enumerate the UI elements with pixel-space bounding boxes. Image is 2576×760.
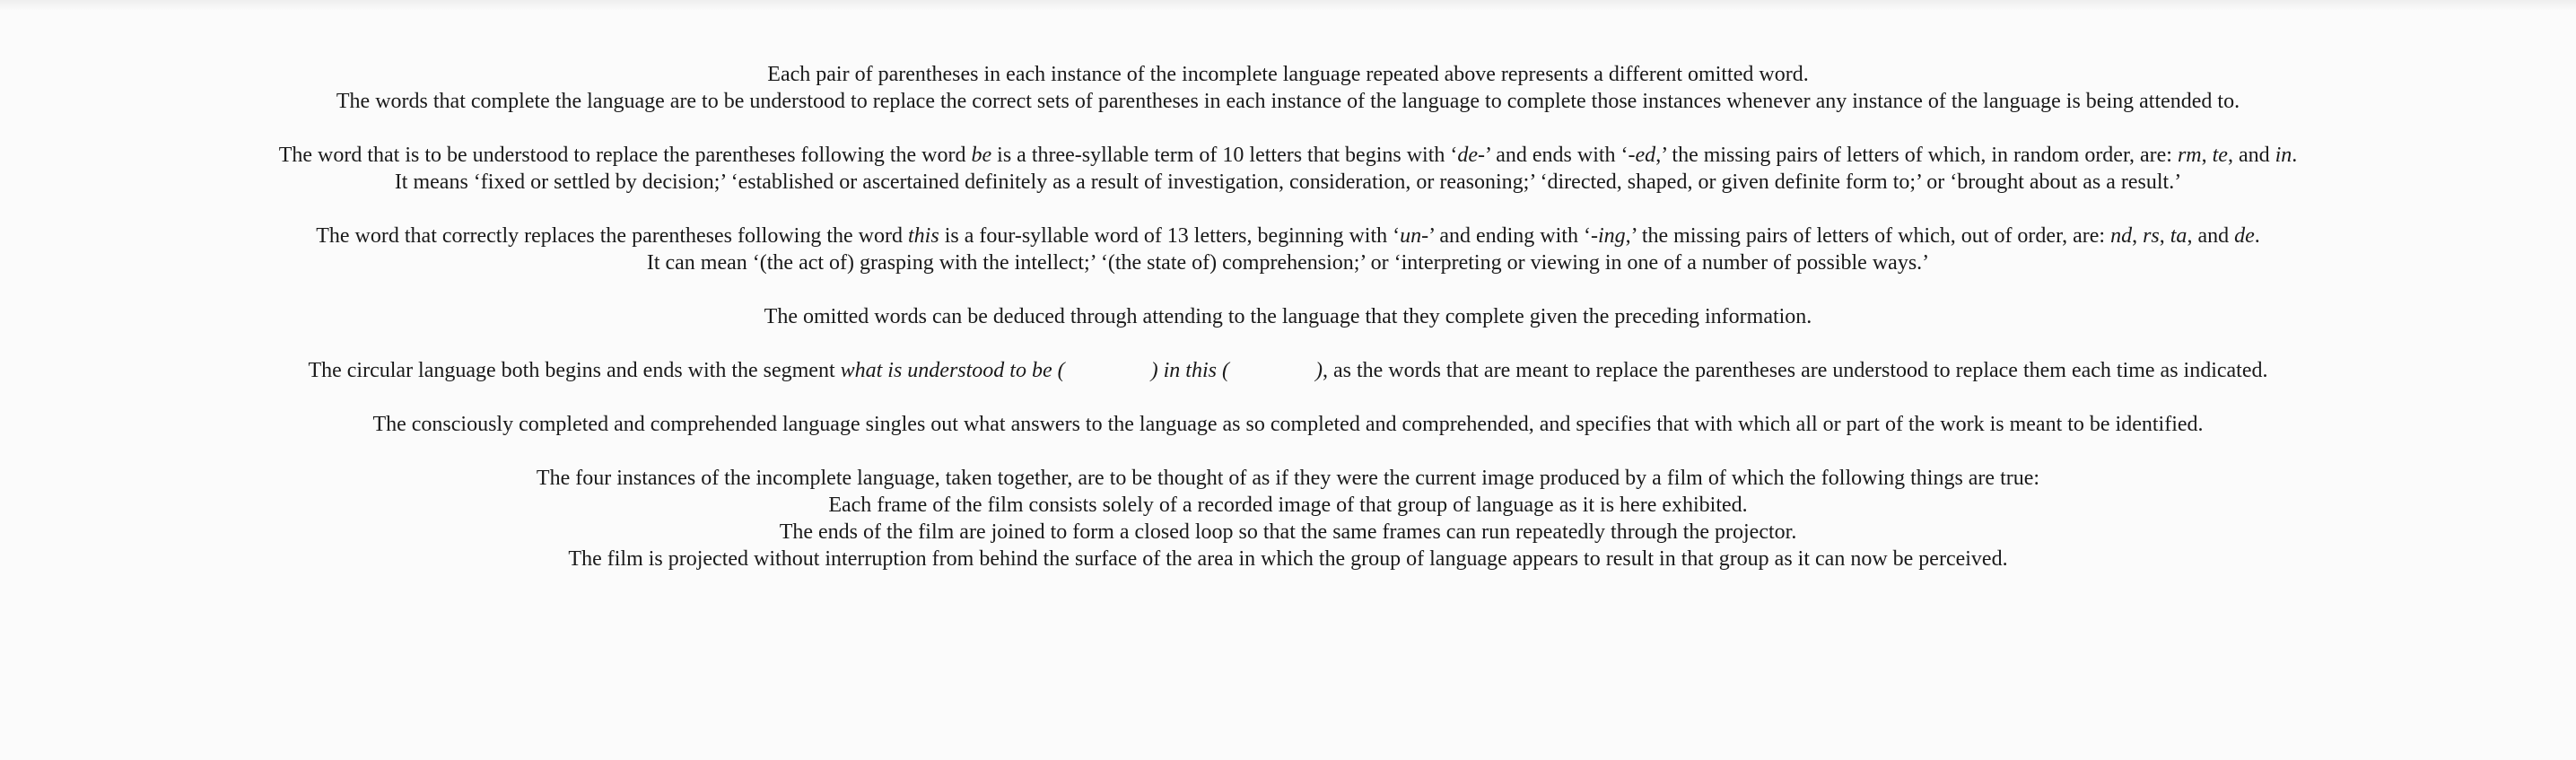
text-segment: ,’ the missing pairs of letters of which, out of order, are: [1625,224,2111,248]
text-line [36,142,2540,169]
text-line: The four instances of the incomplete language, taken together, are to be thought of as if they were the current image produced by a film of which the following things are true: [536,467,2040,490]
italic-term: de- [1457,144,1486,167]
instructions-text [36,61,2540,572]
italic-segment: what is understood to be ( [840,359,1065,382]
italic-term: rs [2143,224,2160,248]
paragraph-first-word-clue [36,142,2540,196]
text-segment: , [2132,224,2144,248]
text-line [36,357,2540,384]
paragraph-omitted-words [36,61,2540,115]
text-segment: is a three-syllable term of 10 letters that begins with ‘ [991,144,1458,167]
italic-term: ta [2170,224,2187,248]
italic-term: be [971,144,992,167]
text-line: Each frame of the film consists solely of a recorded image of that group of language as it is here exhibited. [828,494,1748,517]
italic-term: in [2275,144,2292,167]
text-segment: , [2201,144,2213,167]
text-segment: . [2254,224,2260,248]
text-line: The consciously completed and comprehended language singles out what answers to the language as so completed and comprehended, and specifies that with which all or part of the work is meant to be identified. [372,413,2204,436]
text-segment: ’ and ending with ‘ [1428,224,1591,248]
italic-term: un- [1400,224,1429,248]
text-segment: The word that correctly replaces the parentheses following the word [316,224,908,248]
italic-term: rm [2177,144,2202,167]
text-segment: , as the words that are meant to replace the parentheses are understood to replace them each time as indicated. [1322,359,2268,382]
text-line: It can mean ‘(the act of) grasping with the intellect;’ ‘(the state of) comprehension;’ or ‘interpreting or viewing in one of a number of possible ways.’ [646,251,1930,275]
paragraph-film [36,465,2540,572]
text-segment: The circular language both begins and ends with the segment [308,359,841,382]
italic-segment: ) in this ( [1150,359,1229,382]
text-line: Each pair of parentheses in each instance of the incomplete language repeated above represents a different omitted word. [767,63,1809,86]
text-segment: , and [2187,224,2235,248]
text-line: The omitted words can be deduced through attending to the language that they complete given the preceding information. [764,305,1812,328]
paragraph-deduction [36,303,2540,330]
top-shadow [0,0,2576,11]
paragraph-comprehended-language [36,411,2540,438]
text-line: The ends of the film are joined to form a closed loop so that the same frames can run repeatedly through the projector. [779,520,1797,544]
text-segment: . [2292,144,2298,167]
italic-term: this [908,224,939,248]
italic-term: -ed [1628,144,1656,167]
text-line [36,223,2540,249]
italic-term: de [2234,224,2255,248]
text-line: The words that complete the language are to be understood to replace the correct sets of parentheses in each instance of the language to complete those instances whenever any instance of the language is being attended to. [336,90,2240,113]
text-segment: is a four-syllable word of 13 letters, beginning with ‘ [939,224,1401,248]
text-line: It means ‘fixed or settled by decision;’ ‘established or ascertained definitely as a result of investigation, consideration, or reasoning;’ ‘directed, shaped, or given definite form to;’ or ‘brought about as a result.’ [394,170,2182,194]
paragraph-second-word-clue [36,223,2540,276]
text-segment: , and [2227,144,2275,167]
italic-term: te [2212,144,2228,167]
text-segment: ’ and ends with ‘ [1485,144,1629,167]
text-segment: The word that is to be understood to replace the parentheses following the word [278,144,972,167]
text-segment: ,’ the missing pairs of letters of which, in random order, are: [1655,144,2178,167]
text-line: The film is projected without interruption from behind the surface of the area in which the group of language appears to result in that group as it can now be perceived. [568,547,2008,571]
paragraph-circular-language [36,357,2540,384]
italic-segment: ) [1314,359,1323,382]
italic-term: -ing [1590,224,1626,248]
text-segment: , [2159,224,2170,248]
italic-term: nd [2110,224,2133,248]
